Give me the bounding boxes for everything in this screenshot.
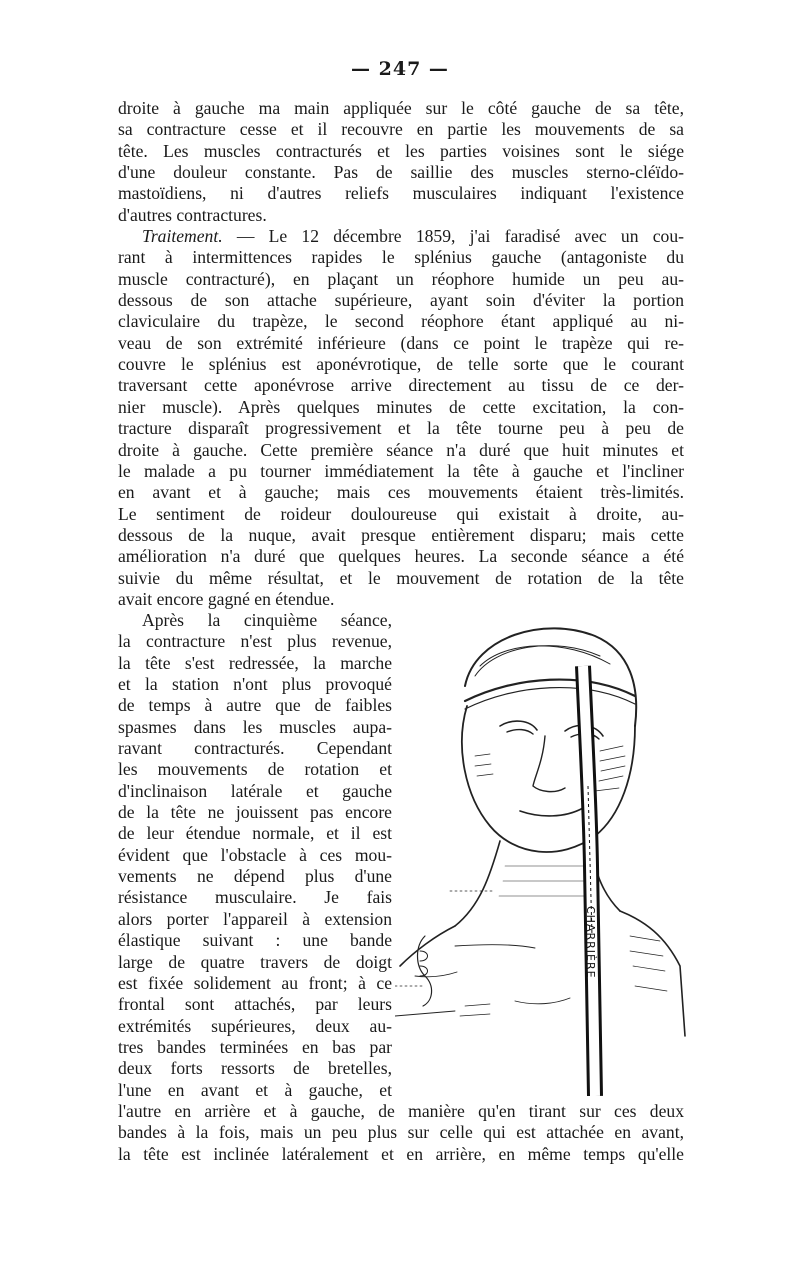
text-line: droite à gauche ma main appliquée sur le côté gauche de sa tête, [118,98,684,118]
text-line: évident que l'obstacle à ces mou- [118,844,392,865]
text-line: d'une douleur constante. Pas de saillie des muscles sterno-cléïdo- [118,162,684,183]
text-line: tracture disparaît progressivement et la tête tourne peu à peu de [118,418,684,439]
bottom-paragraph [118,1101,684,1165]
engraving-figure [395,606,690,1096]
text-line: en avant et à gauche; mais ces mouvements étaient très-limités. [118,482,684,503]
text-line: sa contracture cesse et il recouvre en partie les mouvements de sa [118,119,684,140]
text-line: le malade a pu tourner immédiatement la tête à gauche et l'incliner [118,460,684,481]
text-line: avait encore gagné en étendue. [118,588,335,609]
engraver-mark: CHARRIÈRE [584,906,597,979]
text-line: Après la cinquième séance, [142,610,392,630]
text-line: veau de son extrémité inférieure (dans ce point le trapèze qui re- [118,332,684,353]
text-line: de leur étendue normale, et il est [118,823,392,844]
text-line: deux forts ressorts de bretelles, [118,1058,392,1079]
traitement-line [118,226,684,247]
text-line: nier muscle). Après quelques minutes de cette excitation, la con- [118,396,684,417]
text-line: Le sentiment de roideur douloureuse qui existait à droite, au- [118,503,684,524]
text-line: est fixée solidement au front; à ce [118,972,392,993]
text-line: spasmes dans les muscles aupa- [118,716,392,737]
text-line: vements ne dépend plus d'une [118,866,392,887]
text-line: ravant contracturés. Cependant [118,738,392,759]
text-line: traversant cette aponévrose arrive directement au tissu de ce der- [118,375,684,396]
text-line: dessous de la nuque, avait presque entièrement disparu; mais cette [118,524,684,545]
text-line: résistance musculaire. Je fais [118,887,392,908]
main-paragraphs [118,98,684,610]
text-line: extrémités supérieures, deux au- [118,1015,392,1036]
text-line: suivie du même résultat, et le mouvement de rotation de la tête [118,567,684,588]
text-line: mastoïdiens, ni d'autres reliefs musculaires indiquant l'existence [118,183,684,204]
text-line: alors porter l'appareil à extension [118,908,392,929]
text-line: bandes à la fois, mais un peu plus sur celle qui est attachée en avant, [118,1122,684,1143]
patient-with-elastic-apparatus-illustration [395,606,690,1096]
text-line: l'une en avant et à gauche, et [118,1079,392,1100]
text-line: les mouvements de rotation et [118,759,392,780]
text-line: rant à intermittences rapides le splénius gauche (antagoniste du [118,247,684,268]
text-line: d'inclinaison latérale et gauche [118,780,392,801]
text-line: tête. Les muscles contracturés et les parties voisines sont le siége [118,140,684,161]
text-line: couvre le splénius est aponévrotique, de telle sorte que le courant [118,354,684,375]
traitement-first-text: — Le 12 décembre 1859, j'ai faradisé avec un cou- [222,226,684,247]
text-line: la tête s'est redressée, la marche [118,652,392,673]
figure-wrapped-paragraph [118,610,392,1101]
text-line: tres bandes terminées en bas par [118,1036,392,1057]
text-line: large de quatre travers de doigt [118,951,392,972]
text-line: et la station n'ont plus provoqué [118,674,392,695]
text-line: de temps à autre que de faibles [118,695,392,716]
text-line: droite à gauche. Cette première séance n'a duré que huit minutes et [118,439,684,460]
text-line: la contracture n'est plus revenue, [118,631,392,652]
elastic-strap [583,666,595,1096]
page-number: — 247 — [351,58,449,80]
text-line: amélioration n'a duré que quelques heures. La seconde séance a été [118,546,684,567]
text-line: élastique suivant : une bande [118,930,392,951]
text-line: la tête est inclinée latéralement et en arrière, en même temps qu'elle [118,1143,684,1164]
text-line: dessous de son attache supérieure, ayant soin d'éviter la portion [118,290,684,311]
text-line: claviculaire du trapèze, le second réophore étant appliqué au ni- [118,311,684,332]
text-line: l'autre en arrière et à gauche, de manière qu'en tirant sur ces deux [118,1101,684,1121]
text-line: muscle contracturé), en plaçant un réophore humide un peu au- [118,268,684,289]
traitement-heading: Traitement. [142,226,223,247]
text-line: frontal sont attachés, par leurs [118,994,392,1015]
text-line: de la tête ne jouissent pas encore [118,802,392,823]
text-line: d'autres contractures. [118,204,267,225]
